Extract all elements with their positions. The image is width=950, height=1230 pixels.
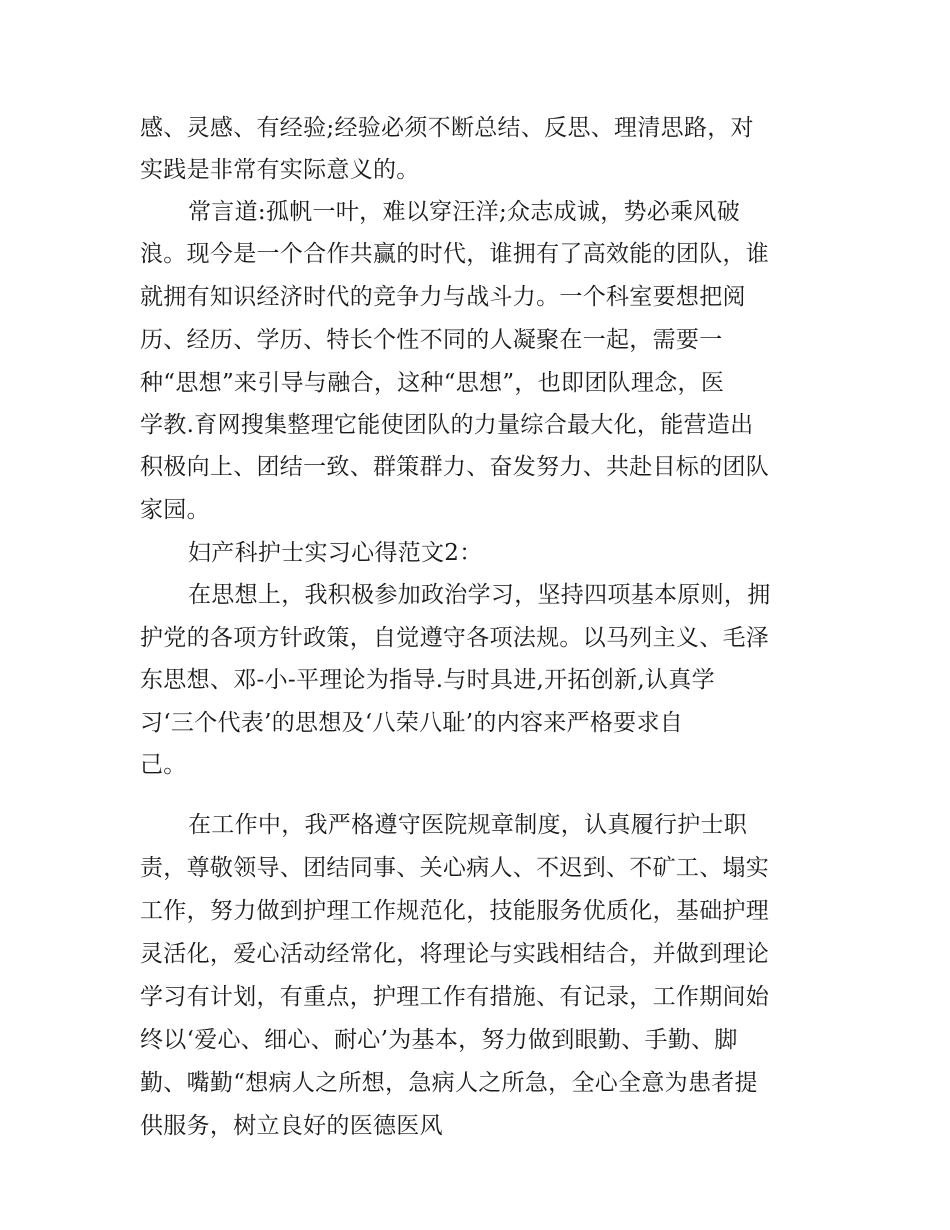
text-line: 积极向上、团结一致、群策群力、奋发努力、共赴目标的团队 (140, 454, 770, 480)
text-line: 家园。 (140, 497, 210, 523)
text-line: 东思想、邓-小-平理论为指导.与时具进,开拓创新,认真学 (140, 667, 715, 693)
text-line: 责，尊敬领导、团结同事、关心病人、不迟到、不矿工、塌实 (140, 855, 770, 881)
paragraph-start-line: 在工作中，我严格遵守医院规章制度，认真履行护士职 (188, 812, 748, 838)
text-line: 感、灵感、有经验;经验必须不断总结、反思、理清思路，对 (140, 115, 754, 141)
paragraph-start-line: 在思想上，我积极参加政治学习，坚持四项基本原则，拥 (188, 582, 771, 608)
text-line: 实践是非常有实际意义的。 (140, 157, 420, 183)
text-line: 学习有计划，有重点，护理工作有措施、有记录，工作期间始 (140, 984, 770, 1010)
text-line: 浪。现今是一个合作共赢的时代，谁拥有了高效能的团队，谁 (140, 241, 770, 267)
text-line: 历、经历、学历、特长个性不同的人凝聚在一起，需要一 (140, 327, 723, 353)
text-line: 灵活化，爱心活动经常化，将理论与实践相结合，并做到理论 (140, 941, 770, 967)
text-line: 就拥有知识经济时代的竞争力与战斗力。一个科室要想把阅 (140, 284, 746, 310)
text-line: 供服务，树立良好的医德医风 (140, 1113, 443, 1139)
text-line: 己。 (140, 752, 187, 778)
text-line: 勤、嘴勤“想病人之所想，急病人之所急，全心全意为患者提 (140, 1070, 758, 1096)
paragraph-start-line: 常言道:孤帆一叶，难以穿汪洋;众志成诚，势必乘风破 (188, 199, 740, 225)
text-line: 种“思想”来引导与融合，这种“思想”，也即团队理念，医 (140, 370, 725, 396)
text-line: 护党的各项方针政策，自觉遵守各项法规。以马列主义、毛泽 (140, 625, 770, 651)
text-line: 学教.育网搜集整理它能使团队的力量综合最大化，能营造出 (140, 412, 754, 438)
section-heading: 妇产科护士实习心得范文2： (188, 540, 483, 566)
text-line: 工作，努力做到护理工作规范化，技能服务优质化，基础护理 (140, 898, 770, 924)
text-line: 终以‘爱心、细心、耐心’为基本，努力做到眼勤、手勤、脚 (140, 1027, 738, 1053)
text-line: 习‘三个代表’的思想及‘八荣八耻’的内容来严格要求自 (140, 710, 684, 736)
